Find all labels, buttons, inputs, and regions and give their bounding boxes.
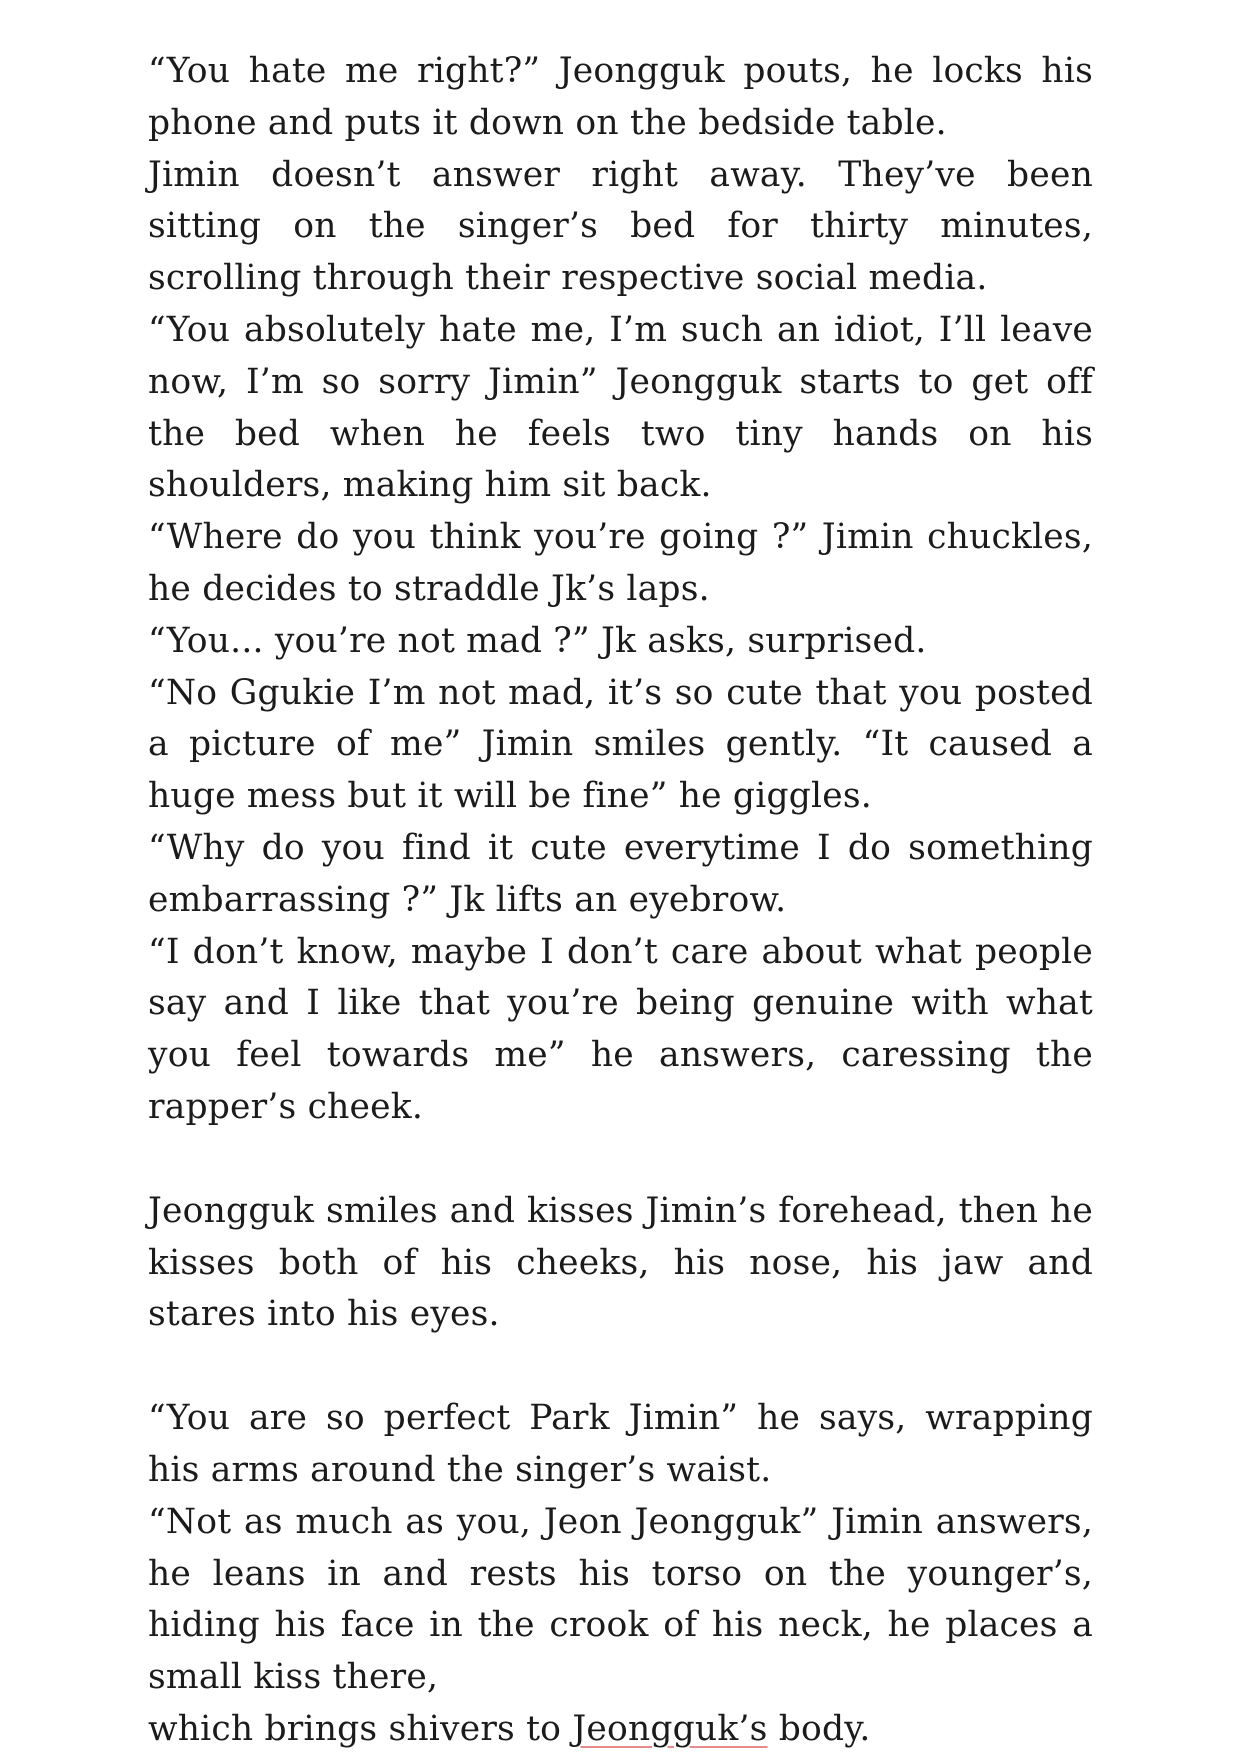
paragraph-gap bbox=[148, 1341, 1093, 1393]
paragraph: “You absolutely hate me, I’m such an idiot, I’ll leave now, I’m so sorry Jimin” Jeongguk starts to get off the bed when he feels two tiny hands on his shoulders, making him sit back. bbox=[148, 309, 1093, 506]
final-line bbox=[148, 1704, 1093, 1756]
final-line-start: which brings shivers to bbox=[148, 1708, 562, 1749]
paragraph-gap bbox=[148, 1134, 1093, 1186]
paragraph: “Where do you think you’re going ?” Jimin chuckles, he decides to straddle Jk’s laps. bbox=[148, 517, 1093, 609]
paragraph: “Not as much as you, Jeon Jeongguk” Jimin answers, he leans in and rests his torso on the younger’s, hiding his face in the crook of his neck, he places a small kiss there, bbox=[148, 1501, 1093, 1698]
final-line-end: body. bbox=[778, 1708, 871, 1749]
paragraph: “I don’t know, maybe I don’t care about what people say and I like that you’re being genuine with what you feel towards me” he answers, caressing the rapper’s cheek. bbox=[148, 931, 1093, 1127]
spellcheck-underlined-word: Jeongguk’s bbox=[572, 1708, 768, 1749]
story-text bbox=[148, 46, 1093, 1756]
paragraph: “You are so perfect Park Jimin” he says, wrapping his arms around the singer’s waist. bbox=[148, 1398, 1093, 1490]
paragraph: Jeongguk smiles and kisses Jimin’s forehead, then he kisses both of his cheeks, his nose, his jaw and stares into his eyes. bbox=[148, 1190, 1093, 1335]
paragraph: “You hate me right?” Jeongguk pouts, he locks his phone and puts it down on the bedside table. bbox=[148, 51, 1093, 143]
paragraph: “Why do you find it cute everytime I do something embarrassing ?” Jk lifts an eyebrow. bbox=[148, 827, 1093, 920]
paragraph: “You... you’re not mad ?” Jk asks, surprised. bbox=[148, 620, 927, 661]
paragraph: “No Ggukie I’m not mad, it’s so cute that you posted a picture of me” Jimin smiles gently. “It caused a huge mess but it will be fine” he giggles. bbox=[148, 672, 1093, 817]
paragraph: Jimin doesn’t answer right away. They’ve been sitting on the singer’s bed for thirty minutes, scrolling through their respective social media. bbox=[148, 154, 1093, 299]
